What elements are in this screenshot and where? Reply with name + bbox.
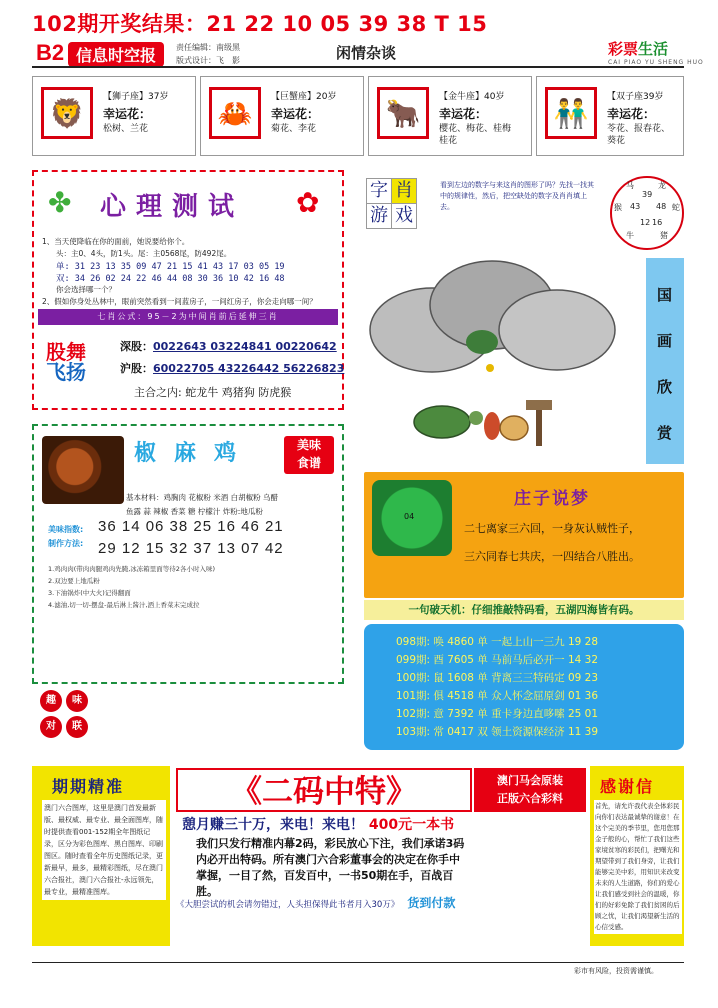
dish-photo <box>42 436 124 504</box>
thank-you-letter-box <box>590 766 684 946</box>
turtle-shape <box>414 406 470 438</box>
banner-char: 国 <box>657 286 673 304</box>
thank-you-title: 感谢信 <box>600 777 655 796</box>
zodiac-card-cancer <box>200 76 364 156</box>
badge-line-1: 美味 <box>296 438 321 452</box>
badge-line-2: 食谱 <box>296 456 321 470</box>
chinese-painting-banner <box>646 258 684 464</box>
red-flower-icon: ✿ <box>296 186 320 219</box>
precision-title: 期期精准 <box>52 777 125 796</box>
rock-shape <box>499 290 615 370</box>
zodiac-name: 【狮子座】37岁 <box>103 92 169 102</box>
recipe-step: 1.鸡肉肉(带肉肉腿鸡肉先腌,冰冻箱里面等待2各小时入味) <box>48 565 215 573</box>
banner-char: 欣 <box>657 378 673 396</box>
stock-logo-top: 股舞 <box>46 340 86 364</box>
sh-label: 沪股： <box>120 362 153 375</box>
ink-painting-illustration <box>362 250 642 460</box>
banner-line-1: 澳门马会原装 <box>497 774 563 787</box>
lucky-flower-label: 幸运花： <box>607 107 656 121</box>
signpost-board-shape <box>526 400 552 410</box>
precision-text: 澳门六合图库，这里是澳门首发最新版、最权威、最专业、最全面图库，随时提供查看001-152期全年图纸记录，区分为彩色图库、黑白图库、印刷图区。随时查看全年历史图纸记录，更新最早，最多，最精彩图纸，尽在澳门六合报社，澳门六合报社-永远领先，最专业，最精准图库。 <box>42 800 166 900</box>
shell-shape <box>500 416 528 440</box>
psychology-test-box <box>32 170 344 410</box>
note-text: 《大胆尝试的机会请勿错过，人头担保得此书者月入30万》 <box>176 900 400 910</box>
zhuangzi-verse-1: 二七离家三六回，一身灰认贼性子， <box>464 522 640 535</box>
banner-char: 赏 <box>657 424 673 442</box>
lucky-flowers: 菊花、李花 <box>271 124 317 134</box>
lucky-flowers: 樱花、梅花、桂梅桂花 <box>439 124 512 146</box>
header-divider <box>32 66 684 68</box>
lantern-icon: 趣 <box>40 690 62 712</box>
zodiac-card-leo <box>32 76 196 156</box>
couplet-lanterns <box>40 690 92 738</box>
wheel-label: 猴 <box>614 203 622 212</box>
cash-on-delivery: 货到付款 <box>407 896 456 910</box>
shenzhen-stock-line <box>120 338 337 354</box>
macau-original-banner <box>474 768 586 812</box>
earnings-slogan <box>182 814 454 834</box>
lion-icon: 🦁 <box>41 87 93 139</box>
history-row: 098期: 唤 4860 单 一起上山一三九 19 28 <box>396 636 599 648</box>
psych-question-2: 2、假如你身处丛林中，眼前突然看到一间蓝房子，一间红房子，你会走向哪一间？ <box>42 297 317 306</box>
sh-numbers: 60022705 43226442 56226823 <box>153 362 345 375</box>
psych-even-row: 双: 34 26 02 24 22 46 44 08 30 36 10 42 16 48 <box>56 274 285 284</box>
precision-ad-box <box>32 766 170 946</box>
shanghai-stock-line <box>120 360 344 376</box>
frog-shape <box>466 330 498 354</box>
footer-divider <box>32 962 684 963</box>
slogan-price: 400元一本书 <box>368 817 455 833</box>
stock-logo-bottom: 飞扬 <box>46 360 86 384</box>
puzzle-char: 游 <box>366 203 392 229</box>
psych-title: 心理测试 <box>100 192 245 222</box>
banner-line-2: 正版六合彩料 <box>497 792 563 805</box>
green-clover-icon: ✤ <box>48 186 72 219</box>
wheel-label: 牛 <box>626 231 634 240</box>
recipe-step: 3.下油锅炸(中大火)记得翻面 <box>48 589 131 597</box>
recipe-title: 椒麻鸡 <box>134 440 255 466</box>
taste-index-label: 美味指数: <box>48 525 84 534</box>
history-row: 103期: 常 0417 双 领土资源保经济 11 39 <box>396 726 599 738</box>
editor-line: 责任编辑：南级黑 <box>176 43 240 52</box>
history-results-box <box>364 624 684 750</box>
puzzle-char: 戏 <box>391 203 417 229</box>
zodiac-name: 【双子座39岁 <box>607 92 664 102</box>
lucky-flower-label: 幸运花： <box>271 107 320 121</box>
twins-icon: 👬 <box>545 87 597 139</box>
lotus-leaf-number: 04 <box>404 512 415 521</box>
psych-odd-row: 单: 31 23 13 35 09 47 21 15 41 43 17 03 05 19 <box>56 262 285 272</box>
logo-red-text: 彩票 <box>608 40 639 58</box>
puzzle-char: 肖 <box>391 178 417 204</box>
riddle-line: 一句破天机：仔细推敲特码看，五湖四海皆有码。 <box>364 600 684 620</box>
lottery-life-logo <box>608 38 704 66</box>
sz-label: 深股： <box>120 340 153 353</box>
recipe-step: 4.滤油,切一切-摆盘-最后淋上酱汁,洒上香菜末完成拉 <box>48 601 200 609</box>
method-numbers: 29 12 15 32 37 13 07 42 <box>98 540 284 557</box>
seven-zodiac-formula: 七肖公式：95－2为中间肖前后延伸三肖 <box>38 309 338 325</box>
wheel-number: 43 <box>630 202 641 211</box>
banner-char: 画 <box>657 332 673 350</box>
snail-shape <box>484 412 500 440</box>
lantern-icon: 联 <box>66 716 88 738</box>
opportunity-note <box>176 894 586 911</box>
wheel-label: 蛇 <box>672 203 680 212</box>
recipe-box <box>32 424 344 684</box>
logo-pinyin: CAI PIAO YU SHENG HUO <box>608 59 704 66</box>
zodiac-number-wheel <box>610 176 684 250</box>
lucky-flowers: 松树、兰花 <box>103 124 149 134</box>
zodiac-card-taurus <box>368 76 532 156</box>
tasty-recipe-badge <box>284 436 334 474</box>
bull-icon: 🐂 <box>377 87 429 139</box>
crab-icon: 🦀 <box>209 87 261 139</box>
history-row: 099期: 酉 7605 单 马前马后必开一 14 32 <box>396 654 599 666</box>
page-code: B2 <box>36 40 65 65</box>
section-title: 闲情杂谈 <box>336 44 397 62</box>
puzzle-char: 字 <box>366 178 392 204</box>
wheel-number: 39 <box>642 190 653 199</box>
ingredients-line-1: 基本材料：鸡胸肉 花椒粉 米酒 白胡椒粉 乌醋 <box>126 493 279 502</box>
taste-index-numbers: 36 14 06 38 25 16 46 21 <box>98 518 284 535</box>
history-row: 100期: 鼠 1608 单 背离三三特码定 09 23 <box>396 672 599 684</box>
promise-text: 我们只发行精准内幕2码，彩民放心下注，我们承诺3码内必开出特码。所有澳门六合彩董事会的决定在你手中掌握，一目了然，百发百中，一书50期在手，百战百胜。 <box>196 837 465 898</box>
wheel-number: 12 <box>640 218 651 227</box>
zodiac-puzzle-title <box>366 178 416 228</box>
wheel-number: 16 <box>652 218 663 227</box>
method-label: 制作方法: <box>48 539 84 548</box>
wheel-number: 48 <box>656 202 667 211</box>
sz-numbers: 0022643 03224841 00220642 <box>153 340 337 353</box>
recipe-step: 2.双边要上地瓜粉 <box>48 577 100 585</box>
lucky-flowers: 苓花、报春花、葵花 <box>607 124 671 146</box>
psych-question-1: 1、当天使降临在你的面前，她说要给你个。 <box>42 237 190 246</box>
zhuangzi-title: 庄子说梦 <box>514 489 590 509</box>
thank-you-text: 首先，请允许我代表全体彩民向你们表达最诚挚的谢意！在这个完美的季节里，您用您那金子般的心，帮忙了我们这些家境贫寒的彩民们，把曙光和期望带到了我们身旁，让我们能够完美中彩，用知识来改变未来的人生道路，你们的爱心让我们感受到社会的温暖，你们的好彩免除了我们贫困的后顾之忧，让我们渴望新生活的心信受感。 <box>594 800 682 934</box>
designer-line: 版式设计：飞 影 <box>176 56 240 65</box>
lucky-flower-label: 幸运花： <box>439 107 488 121</box>
history-row: 101期: 俱 4518 单 众人怀念屈原剑 01 36 <box>396 690 599 702</box>
ingredients-line-2: 鱼露 蒜 辣椒 香菜 糖 柠檬汁 炸粉:地瓜粉 <box>126 507 263 516</box>
slogan-text: 憩月赚三十万，来电！来电！ <box>182 817 364 833</box>
wheel-label: 猪 <box>660 231 668 240</box>
history-row: 102期: 意 7392 单 重卡身边直哆嗦 25 01 <box>396 708 599 720</box>
newspaper-brand: 信息时空报 <box>68 42 164 67</box>
psych-head-tail: 头：主0、4头，防1头。尾：主0568尾，防492尾。 <box>56 249 232 258</box>
turtle-head-shape <box>469 411 483 425</box>
main-zodiac-line: 主合之内: 蛇龙牛 鸡猪狗 防虎猴 <box>134 386 292 399</box>
logo-green-text: 生活 <box>638 40 669 58</box>
wheel-label: 龙 <box>658 181 666 190</box>
puzzle-description: 看到左边的数字与来这肖的图形了吗？先找一找其中的规律性，然后，把空缺处的数字及肖肖填上去。 <box>440 181 594 211</box>
wheel-label: 马 <box>626 181 634 190</box>
risk-warning: 彩市有风险，投资需谨慎。 <box>574 967 658 975</box>
draw-result-headline: 102期开奖结果：21 22 10 05 39 38 T 15 <box>32 12 488 36</box>
zodiac-name: 【金牛座】40岁 <box>439 92 505 102</box>
zodiac-card-gemini <box>536 76 684 156</box>
lucky-flower-label: 幸运花： <box>103 107 152 121</box>
two-code-title: 《二码中特》 <box>176 768 472 812</box>
zhuangzi-dream-box <box>364 472 684 598</box>
psych-question-1-end: 你会选择哪一个？ <box>56 285 116 294</box>
lantern-icon: 对 <box>40 716 62 738</box>
stock-logo <box>46 342 86 382</box>
small-snail-shape <box>486 364 494 372</box>
zodiac-name: 【巨蟹座】20岁 <box>271 92 337 102</box>
lantern-icon: 味 <box>66 690 88 712</box>
editor-credits <box>176 41 240 67</box>
zhuangzi-verse-2: 三六同春七共庆，一四结合八胜出。 <box>464 550 640 563</box>
